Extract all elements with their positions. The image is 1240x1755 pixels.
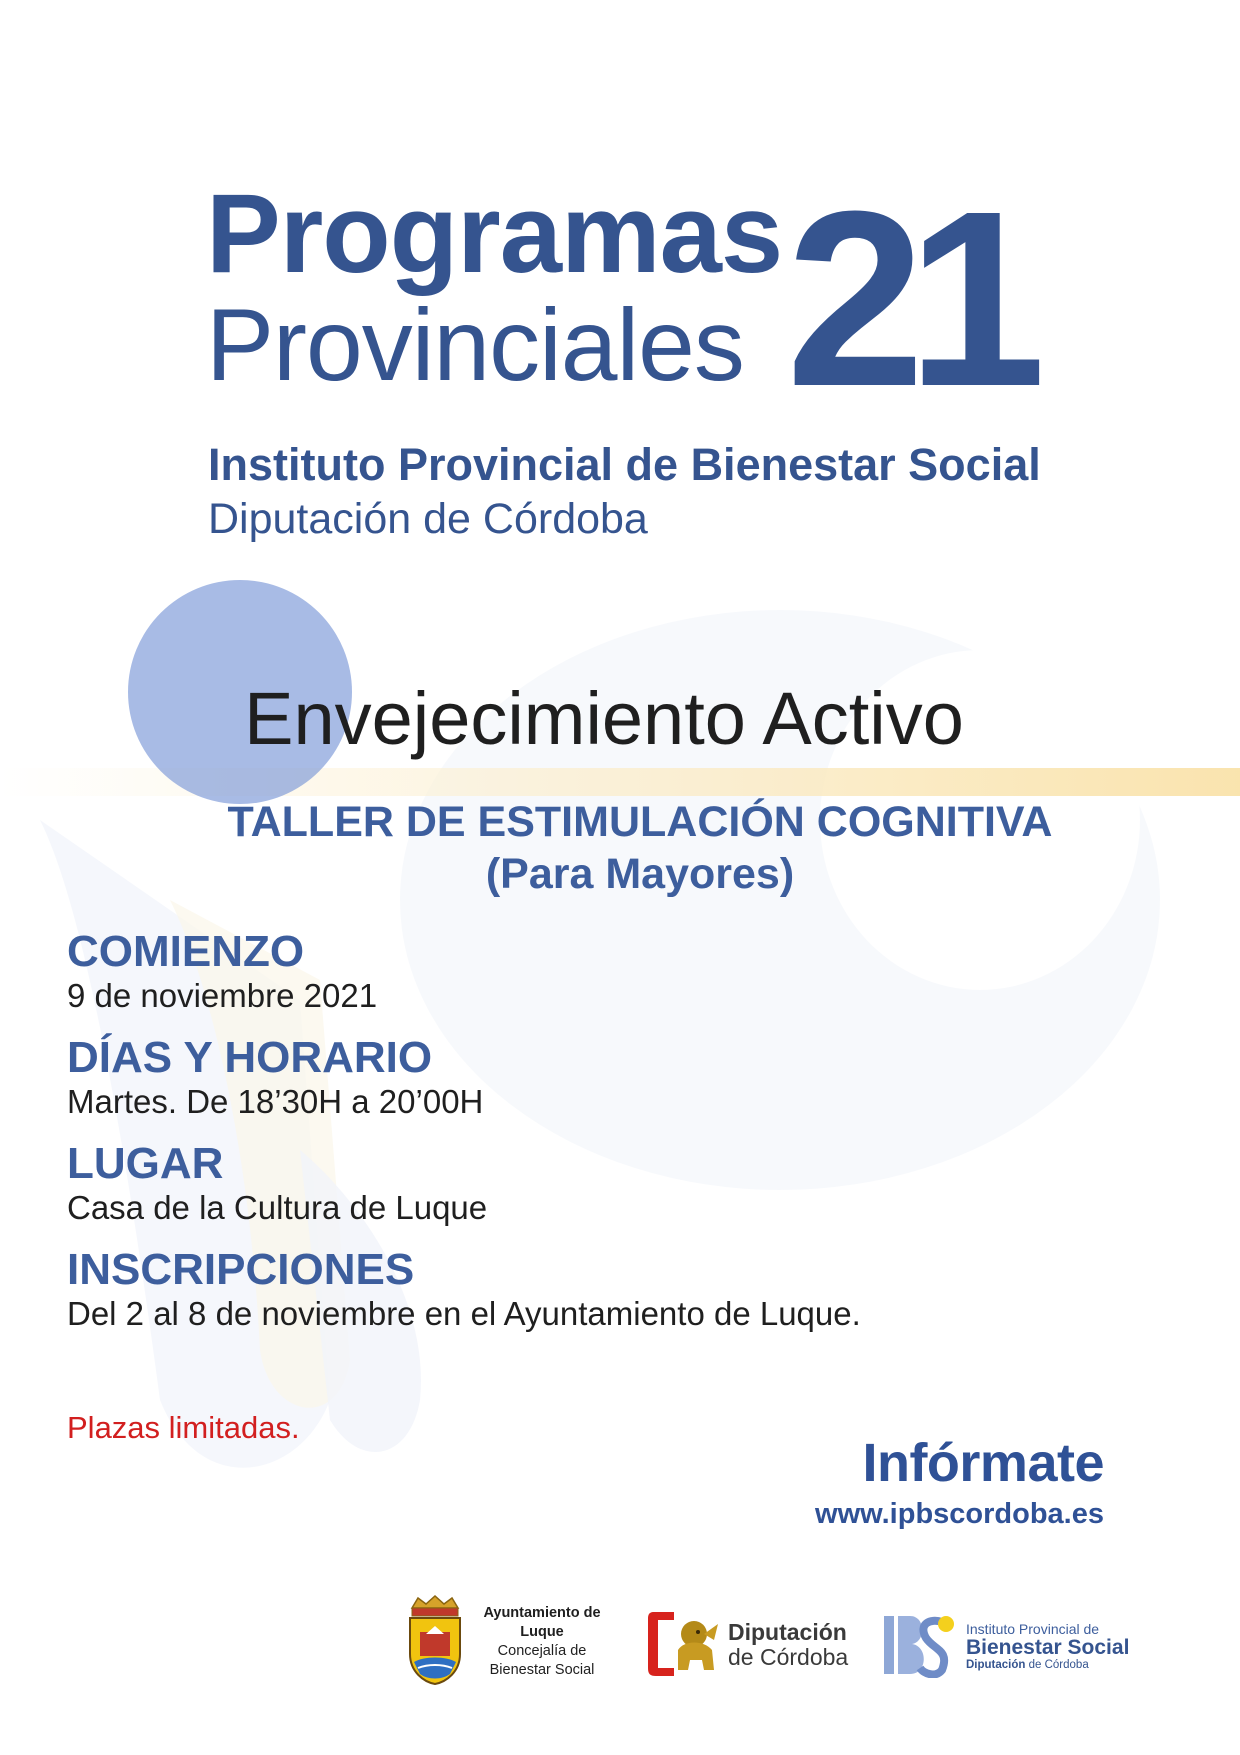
luque-caption: [468, 1604, 616, 1681]
detail-heading: INSCRIPCIONES: [67, 1245, 415, 1295]
program-area-label: Envejecimiento Activo: [244, 677, 964, 760]
workshop-title-line1: TALLER DE ESTIMULACIÓN COGNITIVA: [227, 798, 1053, 846]
ibs-line3-bold: Diputación: [966, 1659, 1026, 1672]
ibs-caption: [966, 1622, 1129, 1672]
workshop-title-line2: (Para Mayores): [485, 850, 795, 899]
details-list: [67, 928, 1167, 1352]
title-programas: Programas: [206, 171, 783, 296]
detail-value: Casa de la Cultura de Luque: [67, 1188, 488, 1226]
ibs-line3: [966, 1659, 1129, 1672]
luque-line3: Concejalía de: [497, 1643, 587, 1660]
luque-line2: Luque: [520, 1624, 564, 1641]
diputacion-lion-icon: [648, 1610, 720, 1678]
title-provinciales: Provinciales: [206, 288, 744, 402]
institute-name: Instituto Provincial de Bienestar Social: [208, 439, 1041, 490]
luque-line4: Bienestar Social: [489, 1662, 595, 1679]
ibs-logo-icon: [884, 1610, 956, 1678]
workshop-title: [120, 796, 1160, 901]
informate-heading: Infórmate: [862, 1433, 1104, 1493]
detail-heading: COMIENZO: [67, 927, 305, 976]
luque-coat-of-arms-icon: [404, 1594, 466, 1686]
detail-location: [67, 1140, 1167, 1227]
detail-schedule: [67, 1034, 1167, 1121]
website-link[interactable]: www.ipbscordoba.es: [815, 1498, 1104, 1530]
detail-registration: [67, 1246, 1167, 1333]
ibs-line2: Bienestar Social: [966, 1636, 1130, 1660]
title-year-number: 21: [786, 159, 1029, 438]
detail-heading: DÍAS Y HORARIO: [67, 1033, 433, 1083]
limited-places-notice: Plazas limitadas.: [67, 1410, 300, 1445]
program-area: [0, 677, 1240, 760]
dip-line1: Diputación: [728, 1619, 847, 1645]
detail-start: [67, 928, 1167, 1015]
dip-line2: de Córdoba: [728, 1643, 849, 1670]
detail-value: Del 2 al 8 de noviembre en el Ayuntamiento de Luque.: [67, 1294, 861, 1332]
diputacion-name: Diputación de Córdoba: [208, 495, 648, 543]
ibs-line1: Instituto Provincial de: [966, 1621, 1100, 1637]
ibs-line3-rest: de Córdoba: [1025, 1659, 1089, 1672]
luque-line1: Ayuntamiento de: [483, 1605, 601, 1621]
detail-value: 9 de noviembre 2021: [67, 976, 378, 1014]
diputacion-caption: [728, 1620, 848, 1670]
detail-heading: LUGAR: [67, 1139, 224, 1189]
detail-value: Martes. De 18’30H a 20’00H: [67, 1082, 484, 1120]
